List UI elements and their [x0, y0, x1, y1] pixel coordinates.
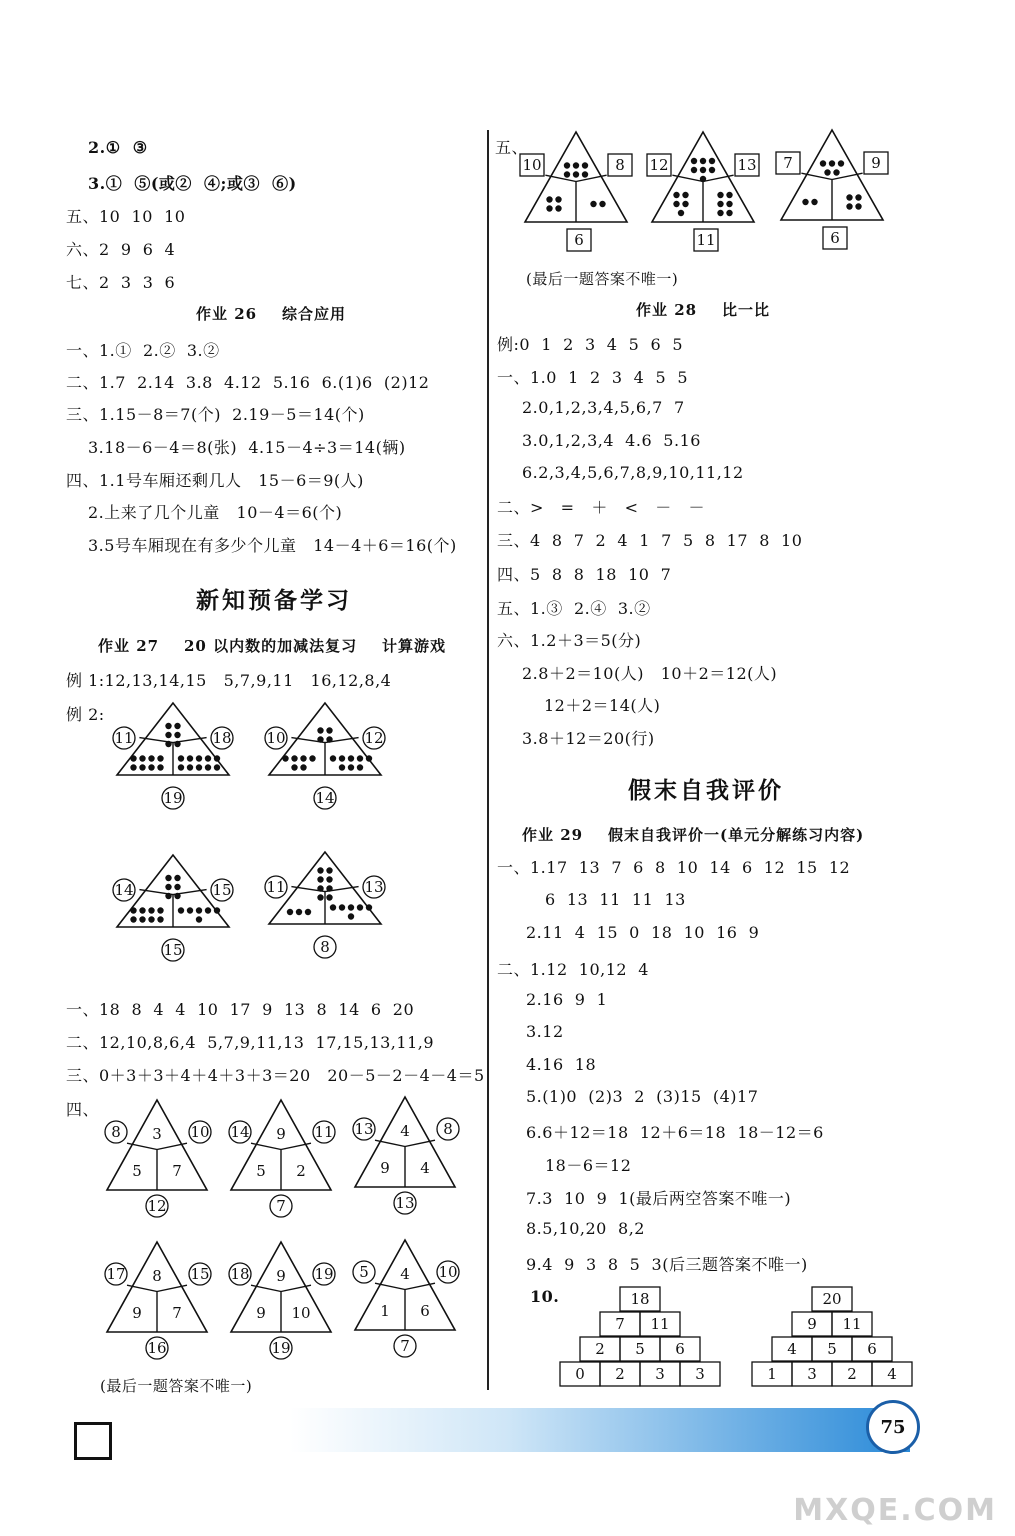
triangle-number: 4	[400, 1122, 410, 1140]
dot	[214, 764, 220, 770]
circled-number-text: 19	[314, 1265, 334, 1283]
triangle-number: 5	[132, 1162, 142, 1180]
answer-line: 五、10 10 10	[66, 207, 186, 226]
dot	[130, 916, 136, 922]
circled-number-text: 15	[190, 1265, 210, 1283]
answer-line: 2.上来了几个儿童 10－4＝6(个)	[88, 503, 343, 522]
example-1: 例 1:12,13,14,15 5,7,9,11 16,12,8,4	[66, 671, 392, 690]
dot	[139, 755, 145, 761]
dot	[833, 169, 839, 175]
pyramid-number: 3	[807, 1365, 817, 1383]
answer-line: 三、0＋3＋3＋4＋4＋3＋3＝20 20－5－2－4－4＝5	[66, 1066, 485, 1085]
dot	[678, 210, 684, 216]
dot	[205, 764, 211, 770]
boxed-number-text: 11	[696, 231, 716, 249]
dot	[317, 885, 323, 891]
dot	[326, 727, 332, 733]
section-title: 假末自我评价	[628, 778, 784, 804]
answer-line: 7.3 10 9 1(最后两空答案不唯一)	[526, 1189, 792, 1208]
dot	[165, 741, 171, 747]
answer-line: 二、> = ＋ < － －	[497, 498, 706, 517]
dot	[187, 755, 193, 761]
triangle-number: 9	[276, 1125, 286, 1143]
circled-number-text: 18	[212, 729, 232, 747]
dot	[700, 176, 706, 182]
answer-line: 二、12,10,8,6,4 5,7,9,11,13 17,15,13,11,9	[66, 1033, 435, 1052]
wu-label: 五、	[495, 138, 529, 157]
pyramid-number: 3	[655, 1365, 665, 1383]
triangle-number: 2	[296, 1162, 306, 1180]
answer-line: 3.12	[526, 1022, 564, 1041]
triangle-number: 6	[420, 1302, 430, 1320]
dot	[339, 904, 345, 910]
answer-line: 6.6＋12＝18 12＋6＝18 18－12＝6	[526, 1123, 824, 1142]
circled-number-text: 10	[438, 1263, 458, 1281]
dot	[205, 755, 211, 761]
dot	[366, 755, 372, 761]
answer-line: 3.① ⑤(或② ④;或③ ⑥)	[88, 174, 297, 193]
dot	[139, 916, 145, 922]
dot	[357, 904, 363, 910]
pyramid-number: 20	[822, 1290, 842, 1308]
dot	[824, 169, 830, 175]
dot	[296, 909, 302, 915]
pyramid-number: 11	[842, 1315, 862, 1333]
circled-number-text: 11	[114, 729, 134, 747]
dot	[148, 916, 154, 922]
triangle-number: 5	[256, 1162, 266, 1180]
circled-number-text: 19	[163, 789, 183, 807]
boxed-number-text: 6	[574, 231, 584, 249]
pyramid-number: 4	[787, 1340, 797, 1358]
dot	[348, 913, 354, 919]
answer-line: 一、1.0 1 2 3 4 5 5	[497, 368, 689, 387]
dot	[178, 755, 184, 761]
circled-number-text: 13	[354, 1120, 374, 1138]
circled-number-text: 12	[364, 729, 384, 747]
boxed-number-text: 7	[783, 154, 793, 172]
dot	[291, 755, 297, 761]
answer-line: 3.8＋12＝20(行)	[522, 729, 655, 748]
dot	[130, 764, 136, 770]
dot	[165, 875, 171, 881]
triangle-number: 7	[172, 1304, 182, 1322]
answer-line: 六、1.2＋3＝5(分)	[497, 631, 642, 650]
triangle-number: 4	[400, 1265, 410, 1283]
circled-number-text: 7	[276, 1197, 286, 1215]
pyramid-number: 18	[630, 1290, 650, 1308]
dot	[282, 755, 288, 761]
answer-line: 8.5,10,20 8,2	[526, 1219, 645, 1238]
pyramid-number: 5	[635, 1340, 645, 1358]
pyramid-number: 7	[615, 1315, 625, 1333]
answer-line: 二、1.12 10,12 4	[497, 960, 649, 979]
answer-line: 3.0,1,2,3,4 4.6 5.16	[522, 431, 701, 450]
answer-line: 一、18 8 4 4 10 17 9 13 8 14 6 20	[66, 1000, 415, 1019]
dot	[673, 192, 679, 198]
dot	[165, 723, 171, 729]
note: (最后一题答案不唯一)	[100, 1377, 253, 1395]
circled-number-text: 17	[106, 1265, 126, 1283]
circled-number-text: 15	[163, 941, 183, 959]
pyramid-number: 1	[767, 1365, 777, 1383]
triangle-number: 4	[420, 1159, 430, 1177]
pyramid-number: 4	[887, 1365, 897, 1383]
dot	[187, 764, 193, 770]
dot	[339, 755, 345, 761]
boxed-number-text: 13	[737, 156, 757, 174]
dot	[726, 192, 732, 198]
circled-number-text: 11	[266, 878, 286, 896]
dot	[139, 764, 145, 770]
dot	[317, 736, 323, 742]
si-label: 四、	[66, 1100, 100, 1119]
dot	[709, 158, 715, 164]
answer-line: 四、1.1号车厢还剩几人 15－6＝9(人)	[66, 471, 364, 490]
answer-line: 6.2,3,4,5,6,7,8,9,10,11,12	[522, 463, 744, 482]
answer-line: 三、1.15－8＝7(个) 2.19－5＝14(个)	[66, 405, 365, 424]
answer-line: 6 13 11 11 13	[545, 890, 686, 909]
dot	[187, 907, 193, 913]
dot	[326, 894, 332, 900]
circled-number-text: 10	[190, 1123, 210, 1141]
q10-label: 10.	[530, 1287, 560, 1306]
answer-line: 3.5号车厢现在有多少个儿童 14－4＋6＝16(个)	[88, 536, 457, 555]
dot	[174, 741, 180, 747]
dot	[174, 723, 180, 729]
dot	[709, 167, 715, 173]
answer-line: 4.16 18	[526, 1055, 597, 1074]
dot	[717, 201, 723, 207]
triangle-number: 9	[276, 1267, 286, 1285]
footer-bar	[290, 1408, 910, 1452]
dot	[148, 764, 154, 770]
dot	[846, 194, 852, 200]
circled-number-text: 12	[147, 1197, 167, 1215]
dot	[829, 160, 835, 166]
pyramid-number: 5	[827, 1340, 837, 1358]
circled-number-text: 8	[443, 1120, 453, 1138]
dot	[682, 201, 688, 207]
dot	[157, 764, 163, 770]
dot	[178, 907, 184, 913]
answer-line: 18－6＝12	[545, 1156, 632, 1175]
circled-number-text: 7	[400, 1337, 410, 1355]
answer-line: 2.11 4 15 0 18 10 16 9	[526, 923, 760, 942]
triangle-number: 10	[291, 1304, 311, 1322]
dot	[573, 162, 579, 168]
dot	[555, 205, 561, 211]
answer-line: 2.16 9 1	[526, 990, 608, 1009]
dot	[165, 732, 171, 738]
answer-line: 2.8＋2＝10(人) 10＋2＝12(人)	[522, 664, 778, 683]
dot	[700, 167, 706, 173]
dot	[546, 196, 552, 202]
dot	[148, 907, 154, 913]
dot	[582, 162, 588, 168]
boxed-number-text: 9	[871, 154, 881, 172]
dot	[348, 904, 354, 910]
dot	[174, 893, 180, 899]
answer-line: 六、2 9 6 4	[66, 240, 176, 259]
dot	[148, 755, 154, 761]
answer-line: 3.18－6－4＝8(张) 4.15－4÷3＝14(辆)	[88, 438, 406, 457]
triangle-number: 7	[172, 1162, 182, 1180]
dot	[317, 867, 323, 873]
dot	[139, 907, 145, 913]
boxed-number-text: 8	[615, 156, 625, 174]
dot	[130, 907, 136, 913]
answer-line: 三、4 8 7 2 4 1 7 5 8 17 8 10	[497, 531, 803, 550]
dot	[838, 160, 844, 166]
dot	[682, 192, 688, 198]
triangle-number: 3	[152, 1125, 162, 1143]
triangle-number: 9	[380, 1159, 390, 1177]
dot	[317, 876, 323, 882]
triangle-number: 9	[132, 1304, 142, 1322]
dot	[339, 764, 345, 770]
dot	[357, 755, 363, 761]
dot	[326, 736, 332, 742]
dot	[326, 867, 332, 873]
dot	[573, 171, 579, 177]
dot	[564, 171, 570, 177]
circled-number-text: 16	[147, 1339, 167, 1357]
circled-number-text: 14	[114, 881, 134, 899]
boxed-number-text: 6	[830, 229, 840, 247]
triangle-number: 8	[152, 1267, 162, 1285]
dot	[546, 205, 552, 211]
pyramid-number: 11	[650, 1315, 670, 1333]
dot	[196, 764, 202, 770]
pyramid-number: 2	[847, 1365, 857, 1383]
dot	[846, 203, 852, 209]
boxed-number-text: 10	[522, 156, 542, 174]
dot	[300, 755, 306, 761]
dot	[717, 192, 723, 198]
pyramid-number: 2	[595, 1340, 605, 1358]
triangle-number: 1	[380, 1302, 390, 1320]
corner-square	[74, 1422, 112, 1460]
answer-line: 七、2 3 3 6	[66, 273, 176, 292]
dot	[802, 199, 808, 205]
dot	[348, 764, 354, 770]
watermark: MXQE.COM	[793, 1493, 997, 1528]
dot	[599, 201, 605, 207]
dot	[157, 916, 163, 922]
circled-number-text: 8	[111, 1123, 121, 1141]
dot	[165, 884, 171, 890]
hw28-title: 作业 28 比一比	[636, 301, 770, 319]
answer-line: 四、5 8 8 18 10 7	[497, 565, 672, 584]
dot	[178, 764, 184, 770]
dot	[174, 884, 180, 890]
dot	[157, 755, 163, 761]
answer-line: 二、1.7 2.14 3.8 4.12 5.16 6.(1)6 (2)12	[66, 373, 430, 392]
circled-number-text: 14	[315, 789, 335, 807]
dot	[317, 894, 323, 900]
pyramid-number: 2	[615, 1365, 625, 1383]
dot	[165, 893, 171, 899]
circled-number-text: 8	[320, 938, 330, 956]
dot	[305, 909, 311, 915]
answer-line: 5.(1)0 (2)3 2 (3)15 (4)17	[526, 1087, 759, 1106]
dot	[317, 727, 323, 733]
dot	[326, 876, 332, 882]
page-number: 75	[866, 1400, 920, 1454]
dot	[300, 764, 306, 770]
dot	[582, 171, 588, 177]
circled-number-text: 19	[271, 1339, 291, 1357]
circled-number-text: 13	[395, 1194, 415, 1212]
circled-number-text: 11	[314, 1123, 334, 1141]
answer-line: 一、1.① 2.② 3.②	[66, 341, 220, 360]
pyramid-number: 6	[675, 1340, 685, 1358]
dot	[174, 732, 180, 738]
example-2-label: 例 2:	[66, 705, 105, 724]
dot	[174, 875, 180, 881]
answer-line: 2.① ③	[88, 138, 148, 157]
dot	[855, 203, 861, 209]
dot	[348, 755, 354, 761]
dot	[196, 916, 202, 922]
circled-number-text: 15	[212, 881, 232, 899]
dot	[691, 167, 697, 173]
dot	[309, 755, 315, 761]
dot	[330, 755, 336, 761]
answer-line: 例:0 1 2 3 4 5 6 5	[497, 335, 684, 354]
note: (最后一题答案不唯一)	[526, 270, 679, 288]
dot	[855, 194, 861, 200]
hw26-title: 作业 26 综合应用	[196, 305, 346, 323]
dot	[700, 158, 706, 164]
answer-line: 一、1.17 13 7 6 8 10 14 6 12 15 12	[497, 858, 851, 877]
dot	[811, 199, 817, 205]
dot	[214, 907, 220, 913]
dot	[555, 196, 561, 202]
circled-number-text: 10	[266, 729, 286, 747]
dot	[330, 904, 336, 910]
answer-line: 2.0,1,2,3,4,5,6,7 7	[522, 398, 685, 417]
dot	[820, 160, 826, 166]
boxed-number-text: 12	[649, 156, 669, 174]
dot	[717, 210, 723, 216]
hw27-title: 作业 27 20 以内数的加减法复习 计算游戏	[98, 637, 446, 655]
dot	[357, 764, 363, 770]
pyramid-number: 0	[575, 1365, 585, 1383]
hw29-title: 作业 29 假末自我评价一(单元分解练习内容)	[522, 826, 865, 844]
dot	[205, 907, 211, 913]
circled-number-text: 13	[364, 878, 384, 896]
dot	[196, 755, 202, 761]
answer-line: 五、1.③ 2.④ 3.②	[497, 599, 651, 618]
dot	[214, 755, 220, 761]
pyramid-number: 3	[695, 1365, 705, 1383]
dot	[287, 909, 293, 915]
dot	[726, 210, 732, 216]
circled-number-text: 14	[230, 1123, 250, 1141]
dot	[590, 201, 596, 207]
pyramid-number: 9	[807, 1315, 817, 1333]
dot	[726, 201, 732, 207]
answer-line: 9.4 9 3 8 5 3(后三题答案不唯一)	[526, 1255, 808, 1274]
dot	[366, 904, 372, 910]
dot	[130, 755, 136, 761]
dot	[326, 885, 332, 891]
dot	[196, 907, 202, 913]
circled-number-text: 5	[359, 1263, 369, 1281]
dot	[564, 162, 570, 168]
dot	[673, 201, 679, 207]
answer-line: 12＋2＝14(人)	[544, 696, 661, 715]
dot	[291, 764, 297, 770]
dot	[157, 907, 163, 913]
dot	[691, 158, 697, 164]
circled-number-text: 18	[230, 1265, 250, 1283]
section-title: 新知预备学习	[196, 588, 352, 614]
pyramid-number: 6	[867, 1340, 877, 1358]
triangle-number: 9	[256, 1304, 266, 1322]
